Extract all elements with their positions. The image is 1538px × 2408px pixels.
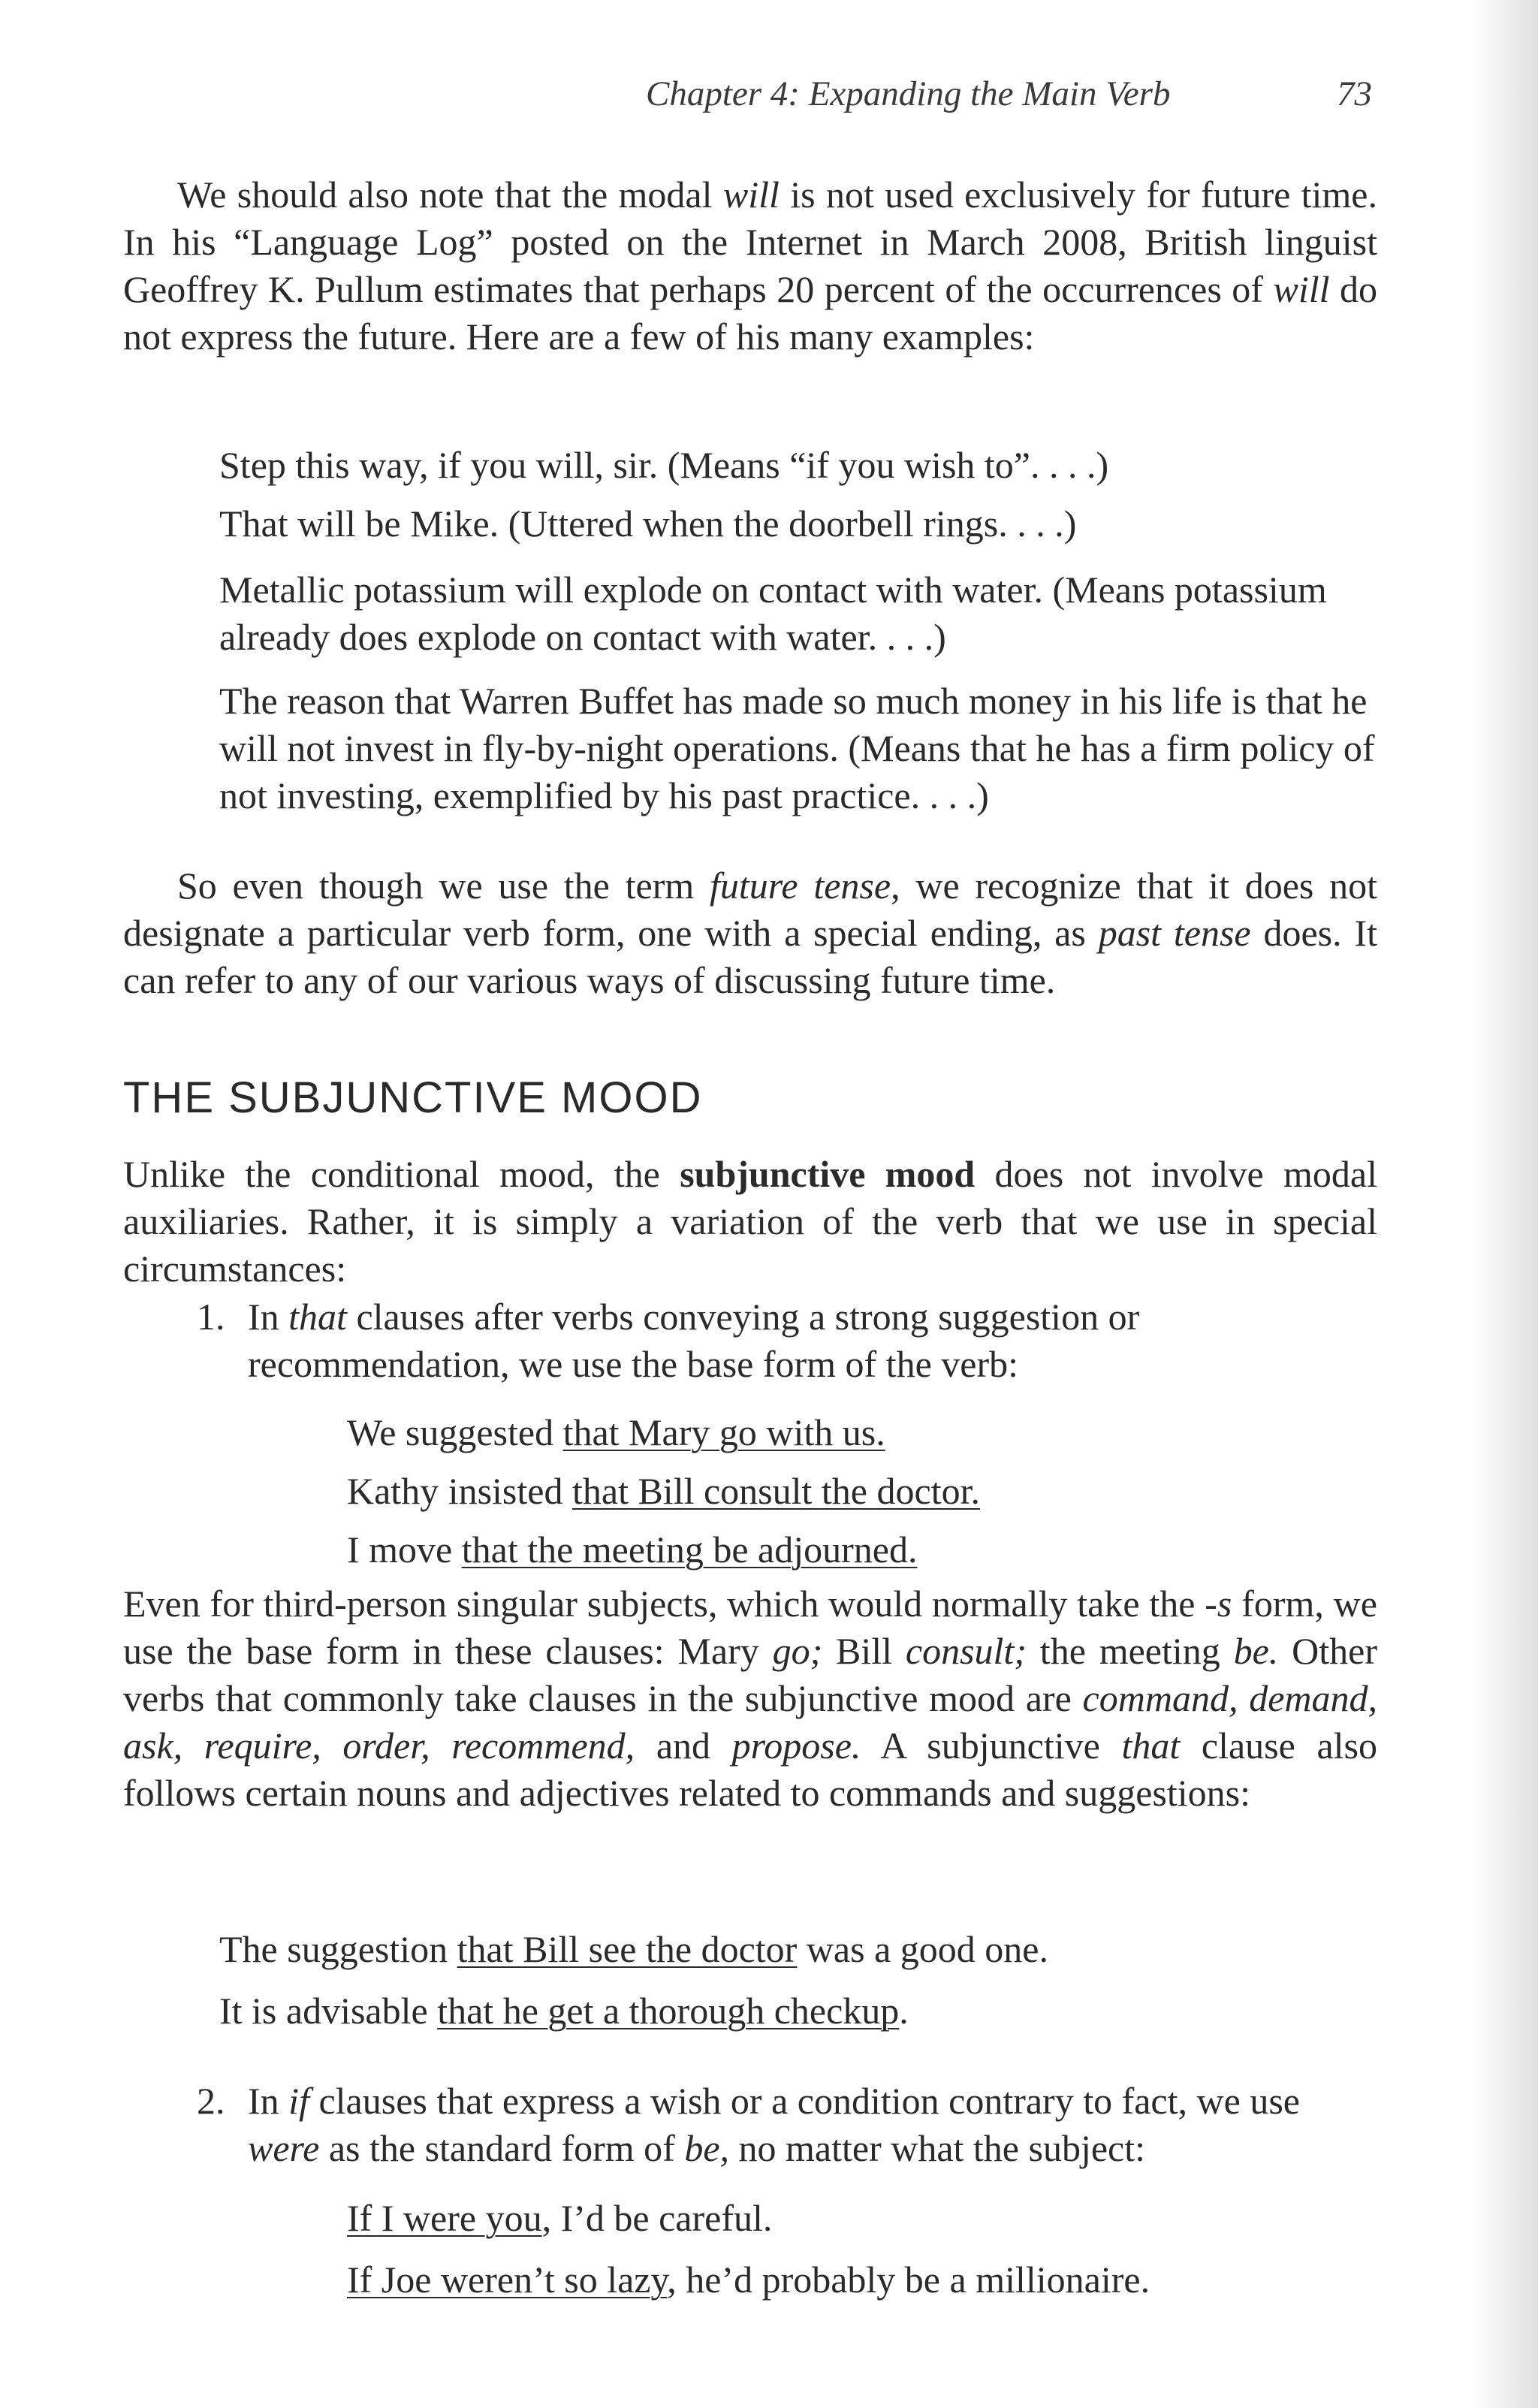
list-item-1: In that clauses after verbs conveying a strong suggestion or recommendation, we use the base form of the verb:	[248, 1296, 1140, 1385]
example-4: The reason that Warren Buffet has made so much money in his life is that he will not invest in fly-by-night operations. (Means that he has a firm policy of not investing, exemplified by his past practice. . . .)	[219, 680, 1375, 816]
item1-example-2: Kathy insisted that Bill consult the doctor.	[347, 1470, 980, 1512]
intro-paragraph: We should also note that the modal will is not used exclusively for future time. In his “Language Log” posted on the Internet in March 2008, British linguist Geoffrey K. Pullum estimates that perhaps 20 percent of the occurrences of will do not express the future. Here are a few of his many examples:	[123, 174, 1378, 358]
item2-example-2: If Joe weren’t so lazy, he’d probably be a millionaire.	[347, 2259, 1150, 2301]
section-heading: THE SUBJUNCTIVE MOOD	[123, 1073, 703, 1122]
list-number-2: 2.	[197, 2080, 225, 2122]
future-tense-paragraph: So even though we use the term future tense, we recognize that it does not designate a particular verb form, one with a special ending, as past tense does. It can refer to any of our various ways of discussing future time.	[123, 865, 1378, 1001]
item2-example-1: If I were you, I’d be careful.	[347, 2197, 773, 2239]
example-1: Step this way, if you will, sir. (Means “if you wish to”. . . .)	[219, 444, 1109, 486]
list-number-1: 1.	[197, 1296, 225, 1338]
list-item-2: In if clauses that express a wish or a condition contrary to fact, we use were as the standard form of be, no matter what the subject:	[248, 2080, 1300, 2169]
subjunctive-intro-paragraph: Unlike the conditional mood, the subjunctive mood does not involve modal auxiliaries. Rather, it is simply a variation of the verb that we use in special circumstances:	[123, 1153, 1377, 1290]
example-3: Metallic potassium will explode on contact with water. (Means potassium already does explode on contact with water. . . .)	[219, 569, 1327, 658]
third-person-paragraph: Even for third-person singular subjects, which would normally take the -s form, we use the base form in these clauses: Mary go; Bill consult; the meeting be. Other verbs that commonly take clauses in the subjunctive mood are command, demand, ask, require, order, recommend, and propose. A subjunctive that clause also follows certain nouns and adjectives related to commands and suggestions:	[123, 1583, 1377, 1814]
example-2: That will be Mike. (Uttered when the doorbell rings. . . .)	[219, 502, 1077, 545]
item1-example-3: I move that the meeting be adjourned.	[347, 1528, 918, 1571]
page-number: 73	[1337, 74, 1372, 113]
item1-example-1: We suggested that Mary go with us.	[347, 1411, 885, 1453]
noun-example-1: The suggestion that Bill see the doctor was a good one.	[219, 1928, 1048, 1970]
noun-example-2: It is advisable that he get a thorough checkup.	[219, 1990, 909, 2032]
running-head	[646, 74, 1397, 114]
chapter-title: Chapter 4: Expanding the Main Verb	[646, 74, 1171, 113]
